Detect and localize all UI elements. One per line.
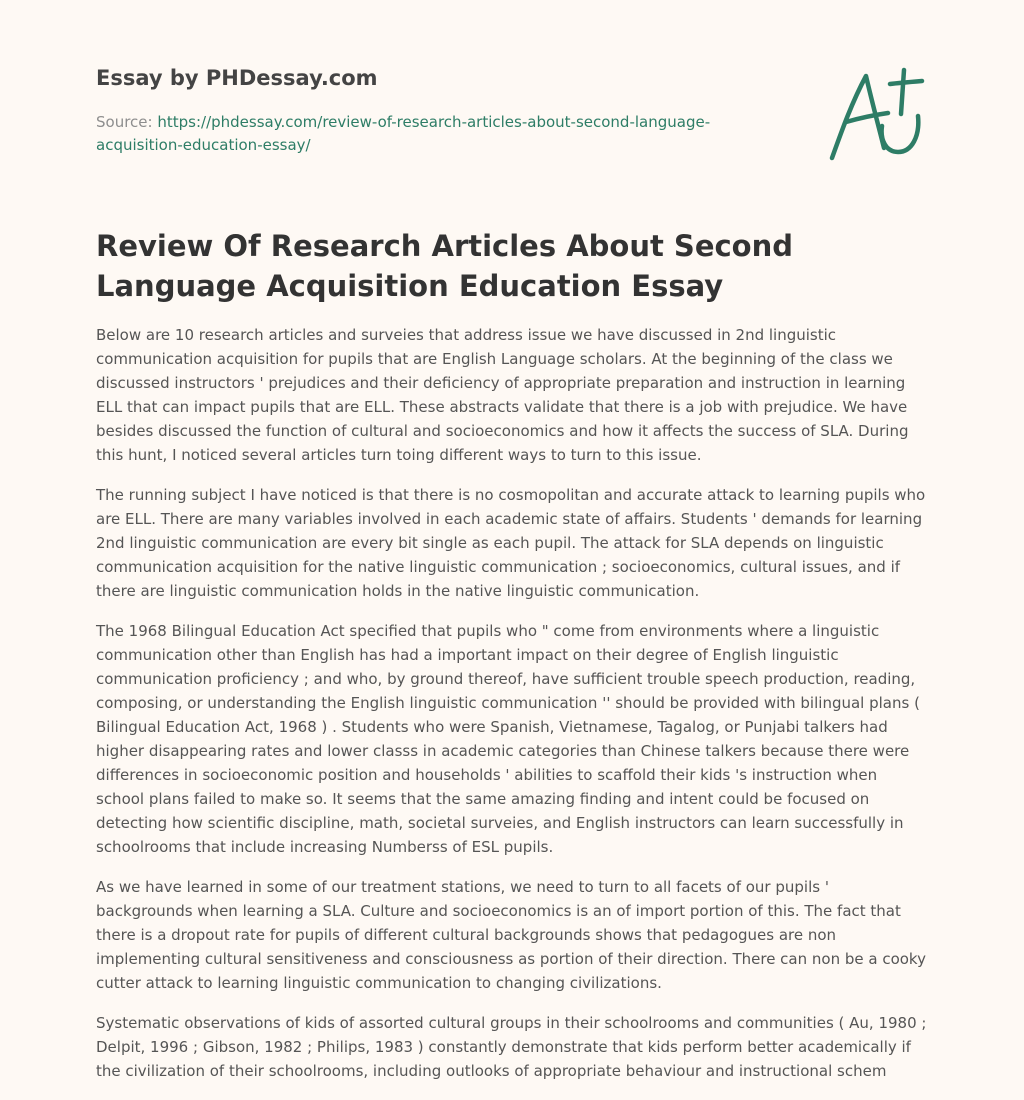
essay-page xyxy=(96,0,928,1080)
essay-body xyxy=(96,323,928,1099)
essay-paragraph: Systematic observations of kids of assorted cultural groups in their schoolrooms and communities ( Au, 1980 ; Delpit, 1996 ; Gibson, 1982 ; Philips, 1983 ) constantly demonstrate that kids perform better academically if the civilization of their schoolrooms, including outlooks of appropriate behaviour and instructional schem xyxy=(96,1014,927,1080)
essay-title: Review Of Research Articles About Second Language Acquisition Education Essay xyxy=(96,229,794,303)
source-link[interactable]: https://phdessay.com/review-of-research-articles-about-second-language-acquisition-education-essay/ xyxy=(96,113,711,154)
source-line xyxy=(96,111,736,157)
essay-paragraph: As we have learned in some of our treatment stations, we need to turn to all facets of our pupils ' backgrounds when learning a SLA. Culture and socioeconomics is an of import portion of this. The fact that there is a dropout rate for pupils of different cultural backgrounds shows that pedagogues are non implementing cultural sensitiveness and consciousness as portion of their direction. There can non be a cooky cutter attack to learning linguistic communication to changing civilizations. xyxy=(96,878,926,992)
essay-paragraph: Below are 10 research articles and surveies that address issue we have discussed in 2nd linguistic communication acquisition for pupils that are English Language scholars. At the beginning of the class we discussed instructors ' prejudices and their deficiency of appropriate preparation and instruction in learning ELL that can impact pupils that are ELL. These abstracts validate that there is a job with prejudice. We have besides discussed the function of cultural and socioeconomics and how it affects the success of SLA. During this hunt, I noticed several articles turn toing different ways to turn to this issue. xyxy=(96,326,909,464)
source-label: Source: xyxy=(96,113,153,131)
a-plus-logo-icon xyxy=(826,66,926,166)
header xyxy=(96,0,928,200)
essay-paragraph: The 1968 Bilingual Education Act specified that pupils who " come from environments where a linguistic communication other than English has had a important impact on their degree of English linguistic communication proficiency ; and who, by ground thereof, have sufficient trouble speech production, reading, composing, or understanding the English linguistic communication '' should be provided with bilingual plans ( Bilingual Education Act, 1968 ) . Students who were Spanish, Vietnamese, Tagalog, or Punjabi talkers had higher disappearing rates and lower classs in academic categories than Chinese talkers because there were differences in socioeconomic position and households ' abilities to scaffold their kids 's instruction when school plans failed to make so. It seems that the same amazing finding and intent could be focused on detecting how scientific discipline, math, societal surveies, and English instructors can learn successfully in schoolrooms that include increasing Numberss of ESL pupils. xyxy=(96,622,920,856)
site-title: Essay by PHDessay.com xyxy=(96,66,378,90)
essay-paragraph: The running subject I have noticed is that there is no cosmopolitan and accurate attack to learning pupils who are ELL. There are many variables involved in each academic state of affairs. Students ' demands for learning 2nd linguistic communication are every bit single as each pupil. The attack for SLA depends on linguistic communication acquisition for the native linguistic communication ; socioeconomics, cultural issues, and if there are linguistic communication holds in the native linguistic communication. xyxy=(96,486,926,600)
